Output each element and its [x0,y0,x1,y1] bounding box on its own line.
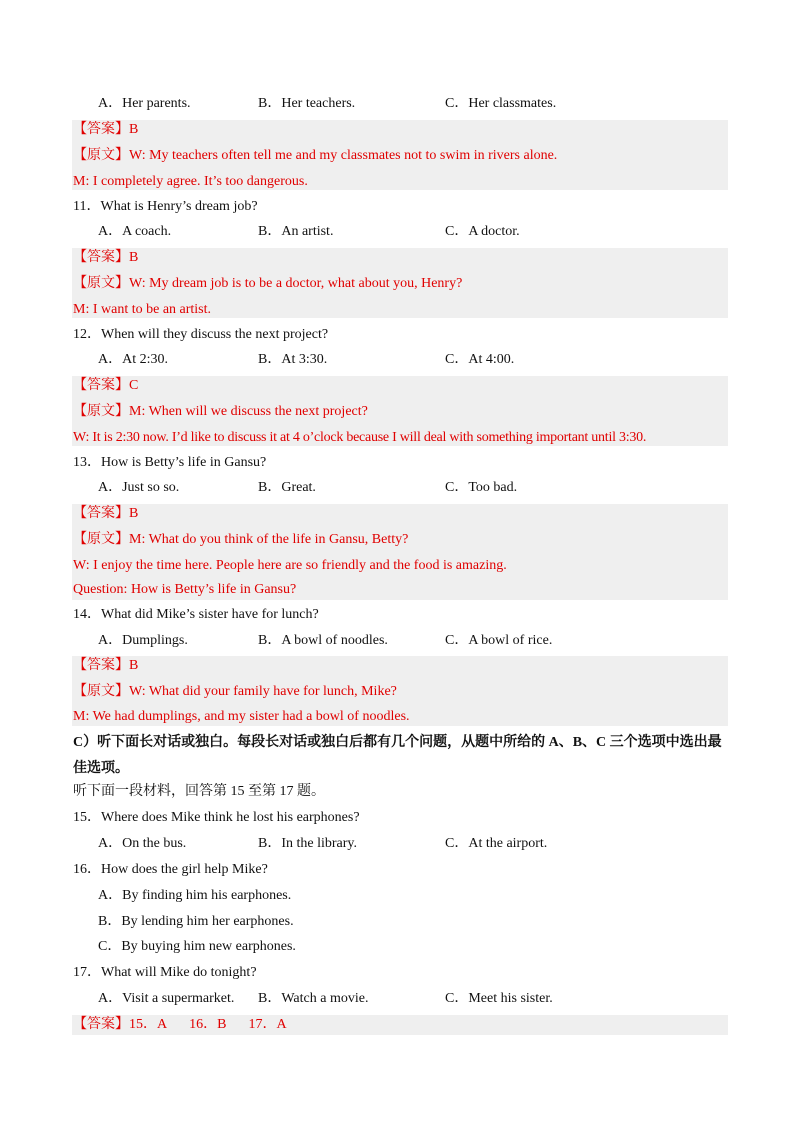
q13-option-b[interactable]: B．Great. [258,480,316,495]
q16-question-row [0,858,800,882]
q15-option-c[interactable]: C．At the airport. [445,836,548,851]
q12-question-row [0,323,800,347]
q10-script-row-2 [0,170,800,194]
q13-question: 13．How is Betty’s life in Gansu? [73,455,267,470]
q14-script-row-2 [0,705,800,729]
final-answer-label: 【答案】 [73,1017,129,1032]
q16-option-b-row [0,910,800,934]
section-c-heading-row [0,730,800,784]
q15-question: 15．Where does Mike think he lost his earphones? [73,810,360,825]
q17-option-b[interactable]: B．Watch a movie. [258,991,369,1006]
q13-script-3: Question: How is Betty’s life in Gansu? [73,582,297,597]
q14-question-row [0,603,800,627]
section-c-instruction-row [0,780,800,804]
q14-script-1: 【原文】W: What did your family have for lunch, Mike? [73,684,397,699]
q14-answer: 【答案】B [73,658,139,673]
q12-option-c[interactable]: C．At 4:00. [445,352,515,367]
q10-option-b[interactable]: B．Her teachers. [258,96,356,111]
q11-question-row [0,195,800,219]
q10-answer: 【答案】B [73,122,139,137]
q16-option-b[interactable]: B．By lending him her earphones. [98,914,294,929]
q14-script-row-1 [0,680,800,704]
final-answer-row [0,1013,800,1037]
q12-option-a[interactable]: A．At 2:30. [98,352,168,367]
q11-script-1: 【原文】W: My dream job is to be a doctor, what about you, Henry? [73,276,463,291]
q16-question: 16．How does the girl help Mike? [73,862,268,877]
q10-option-a[interactable]: A．Her parents. [98,96,191,111]
q13-script-1: 【原文】M: What do you think of the life in Gansu, Betty? [73,532,409,547]
q14-script-2: M: We had dumplings, and my sister had a bowl of noodles. [73,709,410,724]
q11-script-row-2 [0,298,800,322]
q14-answer-row [0,654,800,678]
q11-question: 11．What is Henry’s dream job? [73,199,258,214]
q12-answer-row [0,374,800,398]
q13-script-row-1 [0,528,800,552]
final-answer-17: 17．A [248,1017,287,1032]
q12-script-2: W: It is 2:30 now. I’d like to discuss it at 4 o’clock because I will deal with something important until 3:30. [73,430,647,445]
q11-option-c[interactable]: C．A doctor. [445,224,520,239]
q14-option-a[interactable]: A．Dumplings. [98,633,188,648]
q17-question-row [0,961,800,985]
q11-options [0,220,800,244]
q13-options [0,476,800,500]
q12-script-1: 【原文】M: When will we discuss the next project? [73,404,368,419]
q11-answer-row [0,246,800,270]
q14-option-b[interactable]: B．A bowl of noodles. [258,633,388,648]
q11-script-row-1 [0,272,800,296]
q15-option-a[interactable]: A．On the bus. [98,836,187,851]
q14-options [0,629,800,653]
q16-option-c-row [0,935,800,959]
q12-options [0,348,800,372]
q14-question: 14．What did Mike’s sister have for lunch? [73,607,319,622]
q11-script-2: M: I want to be an artist. [73,302,212,317]
q16-option-a[interactable]: A．By finding him his earphones. [98,888,292,903]
q15-options [0,832,800,856]
q11-answer: 【答案】B [73,250,139,265]
q17-options [0,987,800,1011]
q10-script-1: 【原文】W: My teachers often tell me and my classmates not to swim in rivers alone. [73,148,558,163]
q11-option-a[interactable]: A．A coach. [98,224,172,239]
q10-script-row-1 [0,144,800,168]
q10-options [0,92,800,116]
section-c-heading: C）听下面长对话或独白。每段长对话或独白后都有几个问题，从题中所给的 A、B、C 三个选项中选出最佳选项。 [73,735,722,776]
q13-question-row [0,451,800,475]
q13-answer: 【答案】B [73,506,139,521]
q13-option-c[interactable]: C．Too bad. [445,480,518,495]
q13-script-row-2 [0,554,800,578]
q15-option-b[interactable]: B．In the library. [258,836,358,851]
q12-option-b[interactable]: B．At 3:30. [258,352,328,367]
q10-answer-row [0,118,800,142]
q12-answer: 【答案】C [73,378,139,393]
section-c-instruction: 听下面一段材料，回答第 15 至第 17 题。 [73,784,325,799]
q13-option-a[interactable]: A．Just so so. [98,480,180,495]
q13-script-row-3 [0,578,800,602]
q17-option-c[interactable]: C．Meet his sister. [445,991,553,1006]
q13-script-2: W: I enjoy the time here. People here are so friendly and the food is amazing. [73,558,507,573]
q10-script-2: M: I completely agree. It’s too dangerous. [73,174,308,189]
q16-option-c[interactable]: C．By buying him new earphones. [98,939,296,954]
final-answer-16: 16．B [189,1017,227,1032]
final-answer [73,1013,287,1037]
q10-option-c[interactable]: C．Her classmates. [445,96,557,111]
q13-answer-row [0,502,800,526]
q11-option-b[interactable]: B．An artist. [258,224,334,239]
q12-script-row-2 [0,426,800,450]
q14-option-c[interactable]: C．A bowl of rice. [445,633,553,648]
q17-question: 17．What will Mike do tonight? [73,965,257,980]
q16-option-a-row [0,884,800,908]
q17-option-a[interactable]: A．Visit a supermarket. [98,991,235,1006]
q12-question: 12．When will they discuss the next project? [73,327,329,342]
q12-script-row-1 [0,400,800,424]
q15-question-row [0,806,800,830]
final-answer-15: 15．A [129,1017,168,1032]
